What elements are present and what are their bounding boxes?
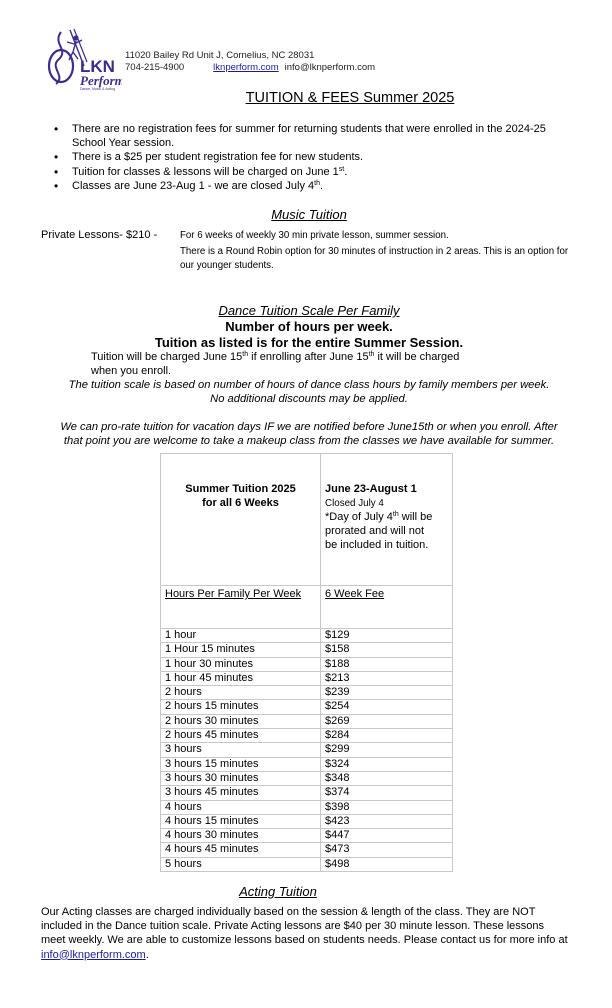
- list-item: [54, 122, 554, 150]
- fee-cell: $374: [321, 786, 453, 800]
- dance-subheading-session: Tuition as listed is for the entire Summer Session.: [154, 335, 464, 350]
- list-item: [54, 165, 554, 179]
- hours-cell: 4 hours 45 minutes: [161, 843, 321, 857]
- website-link[interactable]: lknperform.com: [213, 62, 279, 73]
- prorate-note-2: that point you are welcome to take a makeup class from the classes we have available for summer.: [63, 435, 555, 447]
- fee-cell: $498: [321, 857, 453, 871]
- bullet-text-end: .: [319, 179, 324, 192]
- hours-cell: 4 hours: [161, 800, 321, 814]
- prorate-note: will be: [398, 511, 433, 523]
- ordinal-suffix: th: [392, 511, 399, 518]
- table-header-season: [161, 454, 321, 586]
- charge-text: it will be charged: [374, 351, 460, 363]
- fee-cell: $398: [321, 800, 453, 814]
- table-row: [161, 671, 453, 685]
- hours-cell: 3 hours 15 minutes: [161, 757, 321, 771]
- hours-cell: 2 hours 15 minutes: [161, 700, 321, 714]
- hours-cell: 1 Hour 15 minutes: [161, 643, 321, 657]
- lkn-perform-logo: [40, 26, 122, 92]
- logo-text: LKN: [80, 57, 115, 76]
- hours-cell: 5 hours: [161, 857, 321, 871]
- table-row: [161, 729, 453, 743]
- table-row: [161, 643, 453, 657]
- table-column-header-row: [161, 586, 453, 629]
- dance-tuition-table: [160, 453, 453, 872]
- bullet-text: Classes are June 23-Aug 1 - we are closed July 4: [72, 179, 315, 192]
- header-dates-text: June 23-August 1: [325, 483, 417, 495]
- ordinal-suffix: th: [368, 351, 375, 358]
- fee-cell: $348: [321, 771, 453, 785]
- fee-cell: $254: [321, 700, 453, 714]
- table-row: [161, 786, 453, 800]
- fees-bullet-list: [54, 122, 554, 193]
- bullet-text-end: .: [344, 165, 348, 178]
- fee-cell: $284: [321, 729, 453, 743]
- fee-cell: $473: [321, 843, 453, 857]
- acting-tuition-heading: Acting Tuition: [239, 884, 317, 899]
- hours-cell: 1 hour 30 minutes: [161, 657, 321, 671]
- fee-cell: $158: [321, 643, 453, 657]
- closed-note: Closed July 4: [325, 498, 384, 509]
- acting-text-end: .: [145, 948, 149, 961]
- header-text: Summer Tuition 2025: [185, 483, 296, 495]
- ordinal-suffix: st: [338, 165, 345, 173]
- table-row: [161, 771, 453, 785]
- dance-tuition-heading: Dance Tuition Scale Per Family: [218, 303, 400, 318]
- bullet-text: There are no registration fees for summer for returning students that were enrolled in the 2024-25 School Year session.: [72, 123, 546, 150]
- logo-text-perform: Perform: [80, 73, 122, 88]
- charge-text: if enrolling after June 15: [248, 351, 369, 363]
- header-address: 11020 Bailey Rd Unit J, Cornelius, NC 28031: [125, 50, 315, 61]
- fee-cell: $324: [321, 757, 453, 771]
- table-header-dates: [321, 454, 453, 586]
- prorate-note-1: We can pro-rate tuition for vacation days IF we are notified before June15th or when you enroll. After: [60, 421, 558, 433]
- column-header-text: Hours Per Family Per Week: [165, 588, 302, 600]
- table-row: [161, 829, 453, 843]
- fee-cell: $213: [321, 671, 453, 685]
- fee-cell: $129: [321, 629, 453, 643]
- table-row: [161, 757, 453, 771]
- acting-text: Our Acting classes are charged individually based on the session & length of the class. They are NOT included in the Dance tuition scale. Private Acting lessons are $40 per 30 minute lesson. These lessons meet weekly. We are able to customize lessons based on students needs. Please contact us for more info at: [41, 906, 568, 947]
- private-lessons-detail: For 6 weeks of weekly 30 min private lesson, summer session.: [180, 230, 449, 241]
- hours-cell: 1 hour: [161, 629, 321, 643]
- column-header-fee: [321, 586, 453, 629]
- fee-cell: $269: [321, 714, 453, 728]
- table-row: [161, 857, 453, 871]
- page-title: TUITION & FEES Summer 2025: [245, 90, 455, 106]
- hours-cell: 3 hours 45 minutes: [161, 786, 321, 800]
- hours-cell: 1 hour 45 minutes: [161, 671, 321, 685]
- dance-charge-note-end: when you enroll.: [91, 365, 172, 377]
- hours-cell: 3 hours: [161, 743, 321, 757]
- header-email: info@lknperform.com: [284, 62, 376, 73]
- prorate-note: prorated and will not: [325, 525, 425, 537]
- table-row: [161, 686, 453, 700]
- table-row: [161, 743, 453, 757]
- column-header-text: 6 Week Fee: [325, 588, 385, 600]
- private-lessons-label: Private Lessons- $210 -: [41, 229, 158, 241]
- column-header-hours: [161, 586, 321, 629]
- fee-cell: $447: [321, 829, 453, 843]
- logo-tagline: Dance, Music & Acting: [80, 87, 116, 91]
- hours-cell: 2 hours: [161, 686, 321, 700]
- hours-cell: 2 hours 45 minutes: [161, 729, 321, 743]
- list-item: [54, 179, 554, 193]
- fee-cell: $239: [321, 686, 453, 700]
- logo-graphic: [40, 26, 122, 92]
- tuition-scale-note: The tuition scale is based on number of hours of dance class hours by family members per week.: [68, 379, 550, 391]
- header-phone: 704-215-4900: [125, 62, 185, 73]
- fee-cell: $423: [321, 814, 453, 828]
- table-row: [161, 800, 453, 814]
- table-row: [161, 843, 453, 857]
- table-row: [161, 714, 453, 728]
- hours-cell: 4 hours 30 minutes: [161, 829, 321, 843]
- prorate-note: be included in tuition.: [325, 539, 429, 551]
- fee-cell: $299: [321, 743, 453, 757]
- table-row: [161, 629, 453, 643]
- table-row: [161, 814, 453, 828]
- table-header-row: [161, 454, 453, 586]
- fee-rows: [161, 629, 453, 872]
- hours-cell: 4 hours 15 minutes: [161, 814, 321, 828]
- prorate-note: *Day of July 4: [325, 511, 393, 523]
- no-discount-note: No additional discounts may be applied.: [210, 393, 408, 405]
- dance-charge-note: [91, 351, 459, 363]
- charge-text: Tuition will be charged June 15: [91, 351, 243, 363]
- header-contact-line: [125, 62, 375, 73]
- hours-cell: 2 hours 30 minutes: [161, 714, 321, 728]
- ordinal-suffix: th: [314, 179, 320, 187]
- list-item: [54, 150, 554, 164]
- header-text: for all 6 Weeks: [202, 497, 279, 509]
- email-link[interactable]: info@lknperform.com: [41, 948, 146, 961]
- dance-subheading-hours: Number of hours per week.: [225, 319, 393, 334]
- bullet-text: Tuition for classes & lessons will be charged on June 1: [72, 165, 339, 178]
- ordinal-suffix: th: [242, 351, 249, 358]
- round-robin-detail: There is a Round Robin option for 30 minutes of instruction in 2 areas. This is an option for our younger students.: [180, 246, 569, 271]
- bullet-text: There is a $25 per student registration fee for new students.: [72, 151, 364, 164]
- acting-tuition-text: [41, 905, 571, 962]
- table-row: [161, 657, 453, 671]
- fee-cell: $188: [321, 657, 453, 671]
- hours-cell: 3 hours 30 minutes: [161, 771, 321, 785]
- table-row: [161, 700, 453, 714]
- music-tuition-heading: Music Tuition: [271, 207, 347, 222]
